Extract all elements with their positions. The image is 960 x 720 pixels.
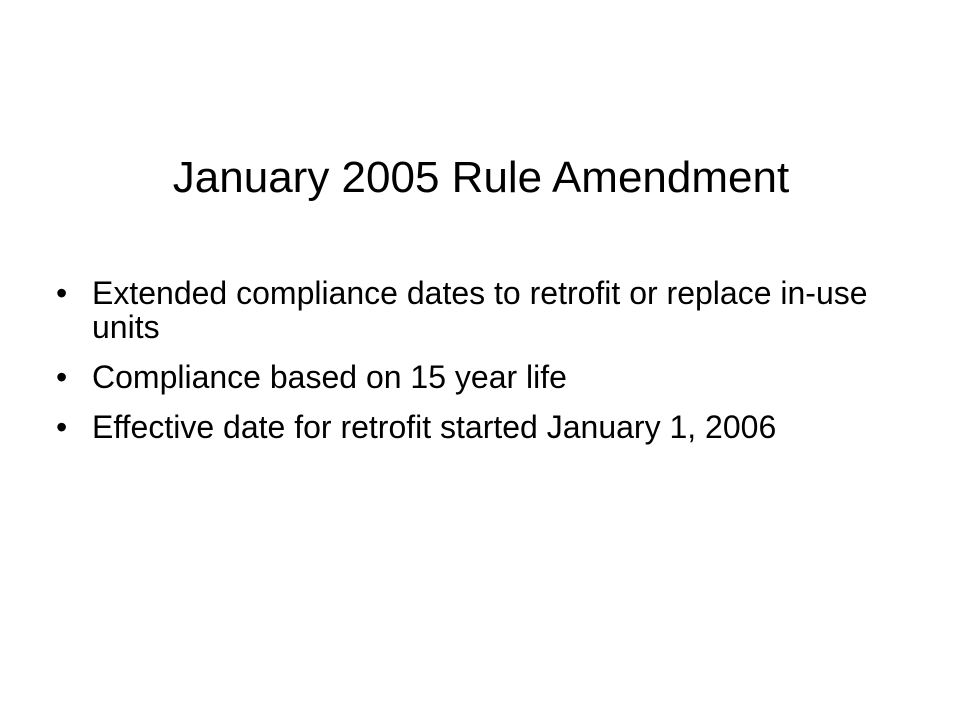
bullet-dot-icon: • <box>56 359 68 395</box>
bullet-text: Extended compliance dates to retrofit or replace in-use units <box>92 275 868 345</box>
bullet-dot-icon: • <box>56 409 68 445</box>
slide-title: January 2005 Rule Amendment <box>172 153 790 202</box>
bullet-dot-icon: • <box>56 275 68 311</box>
bullet-item <box>56 410 906 444</box>
bullet-item <box>56 360 906 394</box>
bullet-item <box>56 276 906 344</box>
bullet-list <box>56 276 906 460</box>
bullet-text: Effective date for retrofit started January 1, 2006 <box>92 409 777 445</box>
bullet-text: Compliance based on 15 year life <box>92 359 567 395</box>
